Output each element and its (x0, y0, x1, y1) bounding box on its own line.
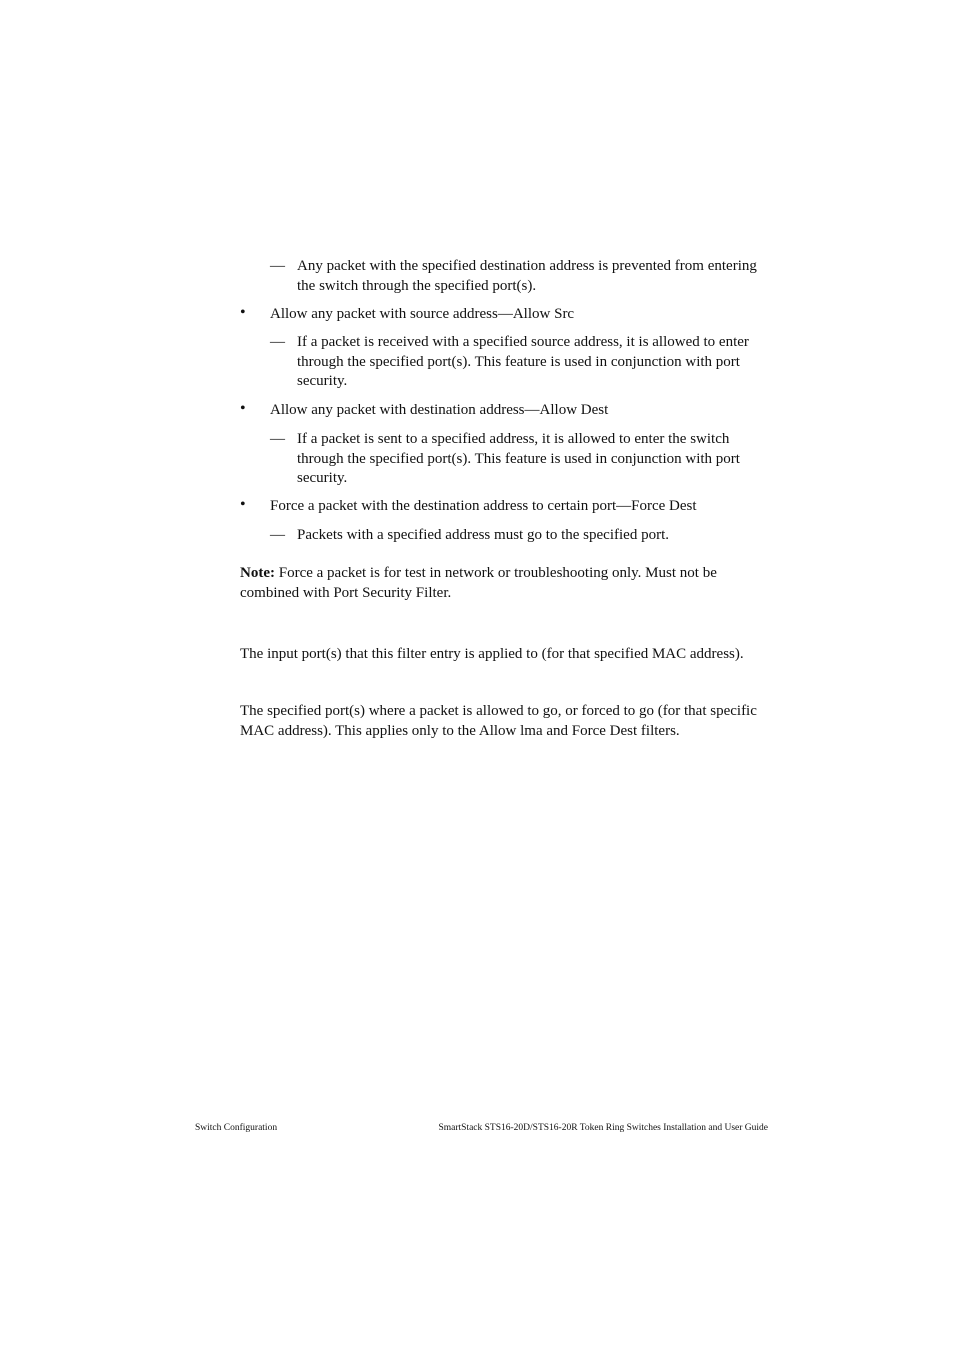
dash-item-text: Packets with a specified address must go to the specified port. (297, 527, 669, 543)
dash-item-text: If a packet is sent to a specified address, it is allowed to enter the switch through the specified port(s). This feature is used in conjunction with port security. (297, 431, 740, 486)
bullet-icon: • (240, 304, 246, 321)
bullet-item-text: Force a packet with the destination address to certain port—Force Dest (270, 498, 697, 514)
note-text: Force a packet is for test in network or troubleshooting only. Must not be combined with Port Security Filter. (240, 565, 717, 601)
dash-item-2 (270, 333, 775, 392)
dash-item-3 (270, 430, 775, 489)
em-dash-mark: — (270, 334, 285, 350)
bullet-item-allow-src (240, 305, 775, 325)
dash-item-text: If a packet is received with a specified source address, it is allowed to enter through the specified port(s). This feature is used in conjunction with port security. (297, 334, 749, 389)
bullet-item-text: Allow any packet with source address—Allow Src (270, 306, 575, 322)
dash-item-1 (270, 257, 775, 296)
input-port-description: The input port(s) that this filter entry is applied to (for that specified MAC address). (240, 646, 744, 662)
output-port-description: The specified port(s) where a packet is allowed to go, or forced to go (for that specific MAC address). This applies only to the Allow lma and Force Dest filters. (240, 703, 757, 739)
bullet-icon: • (240, 400, 246, 417)
bullet-item-allow-dest (240, 401, 775, 421)
bullet-item-text: Allow any packet with destination address—Allow Dest (270, 402, 609, 418)
note-paragraph (240, 564, 775, 603)
bullet-item-force-dest (240, 497, 775, 517)
bullet-icon: • (240, 496, 246, 513)
footer-left: Switch Configuration (195, 1123, 278, 1133)
dash-item-text: Any packet with the specified destination address is prevented from entering the switch through the specified port(s). (297, 258, 757, 294)
em-dash-mark: — (270, 258, 285, 274)
dash-item-4 (270, 526, 775, 546)
note-label: Note: (240, 565, 275, 581)
footer-right: SmartStack STS16-20D/STS16-20R Token Ring Switches Installation and User Guide (438, 1123, 768, 1133)
em-dash-mark: — (270, 431, 285, 447)
em-dash-mark: — (270, 527, 285, 543)
